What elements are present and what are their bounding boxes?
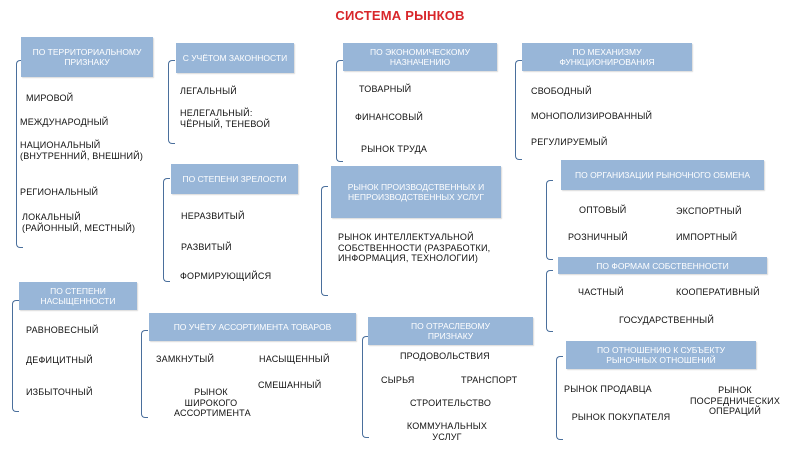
item-saturated: НАСЫЩЕННЫЙ [259,354,330,364]
group-bracket [362,336,369,438]
item-export: ЭКСПОРТНЫЙ [676,206,742,216]
item-labour: РЫНОК ТРУДА [361,144,428,154]
item-national: НАЦИОНАЛЬНЫЙ (ВНУТРЕННИЙ, ВНЕШНИЙ) [20,140,144,161]
item-free: СВОБОДНЫЙ [531,86,592,96]
group-header-saturation: ПО СТЕПЕНИ НАСЫЩЕННОСТИ [19,282,137,310]
item-private: ЧАСТНЫЙ [578,287,624,297]
group-bracket [556,356,563,440]
item-legal: ЛЕГАЛЬНЫЙ [180,86,237,96]
group-bracket [141,330,148,418]
item-import: ИМПОРТНЫЙ [676,232,738,242]
item-goods: ТОВАРНЫЙ [359,84,412,94]
group-header-territorial: ПО ТЕРРИТОРИАЛЬНОМУ ПРИЗНАКУ [21,37,153,77]
item-local: ЛОКАЛЬНЫЙ (РАЙОННЫЙ, МЕСТНЫЙ) [22,212,136,233]
item-monopolized: МОНОПОЛИЗИРОВАННЫЙ [531,111,653,121]
item-illegal: НЕЛЕГАЛЬНЫЙ: ЧЁРНЫЙ, ТЕНЕВОЙ [180,108,271,129]
item-undeveloped: НЕРАЗВИТЫЙ [181,211,245,221]
item-equilibrium: РАВНОВЕСНЫЙ [26,325,99,335]
item-cooperative: КООПЕРАТИВНЫЙ [676,287,760,297]
item-world: МИРОВОЙ [26,93,74,103]
item-deficit: ДЕФИЦИТНЫЙ [26,355,93,365]
group-bracket [546,270,553,332]
group-bracket [168,60,175,144]
item-developed: РАЗВИТЫЙ [181,242,232,252]
item-surplus: ИЗБЫТОЧНЫЙ [26,387,93,397]
group-bracket [546,180,553,260]
group-header-maturity: ПО СТЕПЕНИ ЗРЕЛОСТИ [171,164,298,194]
group-header-ownership: ПО ФОРМАМ СОБСТВЕННОСТИ [558,257,767,274]
group-bracket [515,60,522,160]
group-bracket [163,178,170,282]
group-header-assortment: ПО УЧЁТУ АССОРТИМЕНТА ТОВАРОВ [149,313,356,341]
group-header-industry: ПО ОТРАСЛЕВОМУ ПРИЗНАКУ [368,317,533,345]
item-state: ГОСУДАРСТВЕННЫЙ [619,315,715,325]
group-bracket [12,300,19,412]
group-header-economic: ПО ЭКОНОМИЧЕСКОМУ НАЗНАЧЕНИЮ [343,43,497,71]
item-raw: СЫРЬЯ [381,375,415,385]
item-regulated: РЕГУЛИРУЕМЫЙ [531,137,608,147]
item-food: ПРОДОВОЛЬСТВИЯ [400,351,490,361]
item-intermediary-market: РЫНОК ПОСРЕДНИЧЕСКИХ ОПЕРАЦИЙ [689,385,781,416]
item-retail: РОЗНИЧНЫЙ [568,232,628,242]
group-header-exchange: ПО ОРГАНИЗАЦИИ РЫНОЧНОГО ОБМЕНА [561,160,764,190]
item-wide-assortment: РЫНОК ШИРОКОГО АССОРТИМЕНТА [174,387,251,418]
item-intellectual: РЫНОК ИНТЕЛЛЕКТУАЛЬНОЙ СОБСТВЕННОСТИ (РАЗРАБОТКИ, ИНФОРМАЦИЯ, ТЕХНОЛОГИИ) [338,232,491,263]
group-header-mechanism: ПО МЕХАНИЗМУ ФУНКЦИОНИРОВАНИЯ [522,43,692,71]
diagram-title: СИСТЕМА РЫНКОВ [335,8,465,23]
item-financial: ФИНАНСОВЫЙ [355,112,424,122]
group-bracket [321,186,328,296]
item-construction: СТРОИТЕЛЬСТВО [410,398,492,408]
item-closed: ЗАМКНУТЫЙ [156,354,215,364]
group-header-services: РЫНОК ПРОИЗВОДСТВЕННЫХ И НЕПРОИЗВОДСТВЕННЫХ УСЛУГ [331,166,501,218]
item-wholesale: ОПТОВЫЙ [579,205,627,215]
group-header-subject: ПО ОТНОШЕНИЮ К СУБЪЕКТУ РЫНОЧНЫХ ОТНОШЕНИЙ [566,341,756,369]
item-regional: РЕГИОНАЛЬНЫЙ [20,187,99,197]
item-utilities: КОММУНАЛЬНЫХ УСЛУГ [406,421,488,442]
item-seller-market: РЫНОК ПРОДАВЦА [564,384,652,394]
item-international: МЕЖДУНАРОДНЫЙ [20,117,109,127]
item-buyer-market: РЫНОК ПОКУПАТЕЛЯ [571,412,671,422]
item-forming: ФОРМИРУЮЩИЙСЯ [180,271,272,281]
group-bracket [336,60,343,162]
item-transport: ТРАНСПОРТ [461,375,518,385]
item-mixed: СМЕШАННЫЙ [258,380,322,390]
group-header-legality: С УЧЁТОМ ЗАКОННОСТИ [176,43,294,73]
